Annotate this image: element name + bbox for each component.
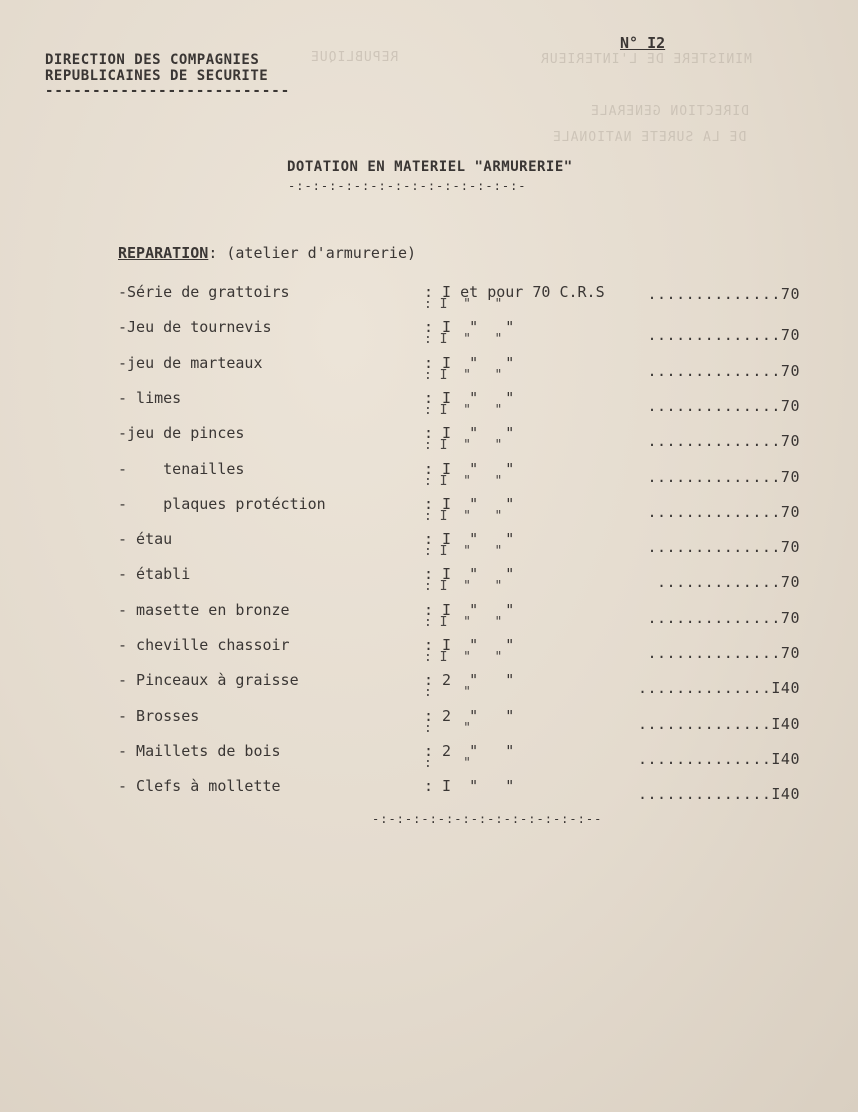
list-item xyxy=(0,495,858,524)
bleed-through-line: REPUBLIQUE xyxy=(310,50,399,65)
item-label: - Brosses xyxy=(118,707,200,725)
item-ditto: : I " " xyxy=(424,650,503,665)
item-label: - limes xyxy=(118,389,182,407)
item-label: - étau xyxy=(118,530,173,548)
item-quantity: : 2 " " xyxy=(424,671,515,689)
list-item xyxy=(0,354,858,383)
item-ditto: : I " " xyxy=(424,368,503,383)
item-label: - Pinceaux à graisse xyxy=(118,671,299,689)
item-label: - Clefs à mollette xyxy=(118,777,281,795)
list-item xyxy=(0,636,858,665)
item-quantity: : I " " xyxy=(424,460,515,478)
bleed-through-line: MINISTERE DE L'INTERIEUR xyxy=(540,52,752,67)
list-item xyxy=(0,707,858,736)
document-title: DOTATION EN MATERIEL "ARMURERIE" xyxy=(287,159,573,175)
item-quantity: : I " " xyxy=(424,495,515,513)
org-line-1: DIRECTION DES COMPAGNIES xyxy=(45,52,260,68)
item-quantity: : I " " xyxy=(424,636,515,654)
list-item xyxy=(0,460,858,489)
item-total: ..............70 xyxy=(647,362,800,380)
item-ditto: : I " " xyxy=(424,438,503,453)
item-total: ..............70 xyxy=(647,468,800,486)
item-ditto: : I " " xyxy=(424,579,503,594)
item-ditto: : " xyxy=(424,756,471,771)
list-item xyxy=(0,777,858,803)
item-quantity: : I " " xyxy=(424,424,515,442)
item-total: ..............70 xyxy=(647,432,800,450)
item-total: ..............70 xyxy=(647,503,800,521)
item-total: ..............I40 xyxy=(637,715,800,733)
item-quantity: : I " " xyxy=(424,389,515,407)
org-rule: -------------------------- xyxy=(45,83,291,99)
list-item xyxy=(0,318,858,347)
item-total: ..............70 xyxy=(647,538,800,556)
list-item xyxy=(0,530,858,559)
item-label: - établi xyxy=(118,565,191,583)
item-quantity: : 2 " " xyxy=(424,707,515,725)
bleed-through-line: DE LA SURETE NATIONALE xyxy=(552,130,747,145)
section-title: REPARATION xyxy=(118,244,209,262)
end-rule: -:-:-:-:-:-:-:-:-:-:-:-:-:-- xyxy=(372,812,603,826)
item-label: -jeu de marteaux xyxy=(118,354,263,372)
item-label: -jeu de pinces xyxy=(118,424,245,442)
item-label: - tenailles xyxy=(118,460,245,478)
item-label: -Jeu de tournevis xyxy=(118,318,272,336)
bleed-through-line: DIRECTION GENERALE xyxy=(590,104,749,119)
item-total: ..............70 xyxy=(647,397,800,415)
item-ditto: : I " " xyxy=(424,509,503,524)
item-quantity: : I " " xyxy=(424,601,515,619)
item-quantity: : I " " xyxy=(424,530,515,548)
list-item xyxy=(0,424,858,453)
list-item xyxy=(0,283,858,312)
item-ditto: : " xyxy=(424,685,471,700)
item-label: - plaques protéction xyxy=(118,495,326,513)
list-item xyxy=(0,601,858,630)
item-label: -Série de grattoirs xyxy=(118,283,290,301)
list-item xyxy=(0,671,858,700)
item-ditto: : I " " xyxy=(424,544,503,559)
item-quantity: : I " " xyxy=(424,777,515,795)
item-label: - masette en bronze xyxy=(118,601,290,619)
list-item xyxy=(0,389,858,418)
item-quantity: : I et pour 70 C.R.S xyxy=(424,283,605,301)
item-quantity: : 2 " " xyxy=(424,742,515,760)
title-rule: -:-:-:-:-:-:-:-:-:-:-:-:-:-:- xyxy=(288,179,527,193)
item-ditto: : " xyxy=(424,721,471,736)
item-quantity: : I " " xyxy=(424,318,515,336)
item-total: ..............I40 xyxy=(637,785,800,803)
item-ditto: : I " " xyxy=(424,615,503,630)
item-total: ..............I40 xyxy=(637,750,800,768)
item-total: ..............I40 xyxy=(637,679,800,697)
item-total: ..............70 xyxy=(647,609,800,627)
item-quantity: : I " " xyxy=(424,565,515,583)
item-ditto: : I " " xyxy=(424,403,503,418)
page-number: N° I2 xyxy=(620,34,666,52)
list-item xyxy=(0,742,858,771)
org-line-2: REPUBLICAINES DE SECURITE xyxy=(45,68,269,84)
item-total: ..............70 xyxy=(647,644,800,662)
section-subtitle: : (atelier d'armurerie) xyxy=(208,244,417,262)
item-total: ..............70 xyxy=(647,285,800,303)
list-item xyxy=(0,565,858,594)
item-ditto: : I " " xyxy=(424,297,503,312)
item-label: - cheville chassoir xyxy=(118,636,290,654)
item-quantity: : I " " xyxy=(424,354,515,372)
item-total: .............70 xyxy=(657,573,800,591)
item-label: - Maillets de bois xyxy=(118,742,281,760)
item-ditto: : I " " xyxy=(424,332,503,347)
item-ditto: : I " " xyxy=(424,474,503,489)
item-total: ..............70 xyxy=(647,326,800,344)
